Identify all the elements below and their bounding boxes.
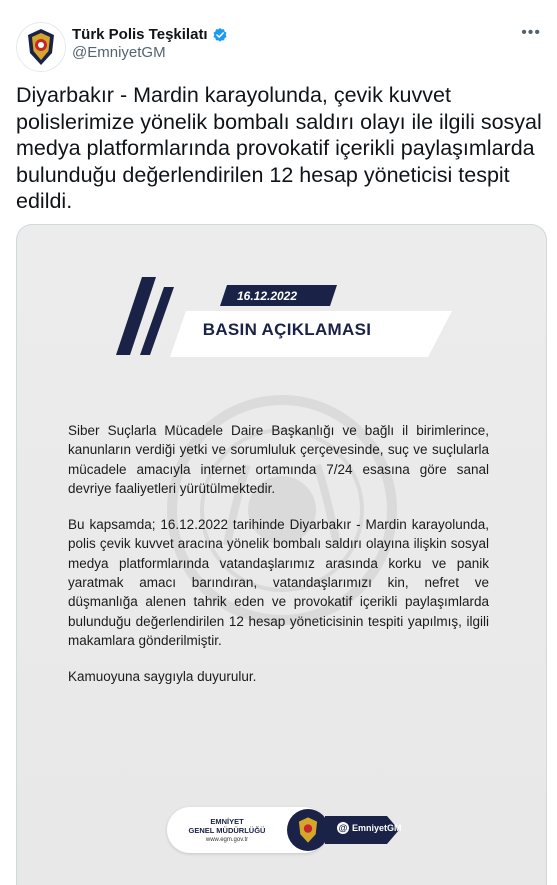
tweet-text: Diyarbakır - Mardin karayolunda, çevik kuvvet polislerimize yönelik bombalı saldırı olayı ile ilgili sosyal medya platformlarında provokatif içerikli paylaşımlarda bulunduğu değerlendirilen 12 hesap yöneticisi tespit edildi. xyxy=(16,83,542,213)
tweet-media-image[interactable] xyxy=(16,224,547,885)
release-paragraph: Siber Suçlarla Mücadele Daire Başkanlığı ve bağlı il birimlerince, kanunların verdiği yetki ve sorumluluk çerçevesinde, suç ve suçlularla mücadele amacıyla internet ortamında 7/24 esasına göre sanal devriye faaliyetleri yürütülmektedir. xyxy=(68,423,489,496)
user-info xyxy=(72,26,228,61)
verified-badge-icon xyxy=(212,27,228,43)
at-icon: @ xyxy=(338,823,348,833)
release-date: 16.12.2022 xyxy=(236,288,298,303)
tweet-header xyxy=(16,14,541,70)
release-paragraph: Bu kapsamda; 16.12.2022 tarihinde Diyarbakır - Mardin karayolunda, polis çevik kuvvet aracına yönelik bombalı saldırı olayına ilişkin sosyal medya platformlarında vatandaşlarımız arasında korku ve panik yaratmak amacı barındıran, vatandaşlarımızı kin, nefret ve düşmanlığa alenen tahrik eden ve provokatif içerikli paylaşımlarda bulunduğu değerlendirilen 12 hesap yöneticisinin tespiti yapılmış, ilgili makamlara gönderilmiştir. xyxy=(68,517,489,648)
release-paragraph: Kamuoyuna saygıyla duyurulur. xyxy=(68,669,257,685)
egm-footer-logo xyxy=(167,807,327,853)
footer-url: www.egm.gov.tr xyxy=(205,837,249,843)
footer-handle-tag xyxy=(337,822,402,834)
footer-org-line2: GENEL MÜDÜRLÜĞÜ xyxy=(188,826,266,835)
release-body xyxy=(68,421,489,704)
egm-emblem-icon xyxy=(287,809,329,851)
release-title: BASIN AÇIKLAMASI xyxy=(202,320,372,339)
footer-org-line1: EMNİYET xyxy=(210,817,244,826)
more-horizontal-icon: ••• xyxy=(521,24,541,41)
display-name[interactable]: Türk Polis Teşkilatı xyxy=(72,26,208,43)
footer-handle: EmniyetGM xyxy=(352,823,402,833)
avatar[interactable] xyxy=(16,22,66,72)
more-options-button[interactable] xyxy=(521,24,541,42)
police-badge-icon xyxy=(24,27,58,67)
handle[interactable]: @EmniyetGM xyxy=(72,44,166,61)
